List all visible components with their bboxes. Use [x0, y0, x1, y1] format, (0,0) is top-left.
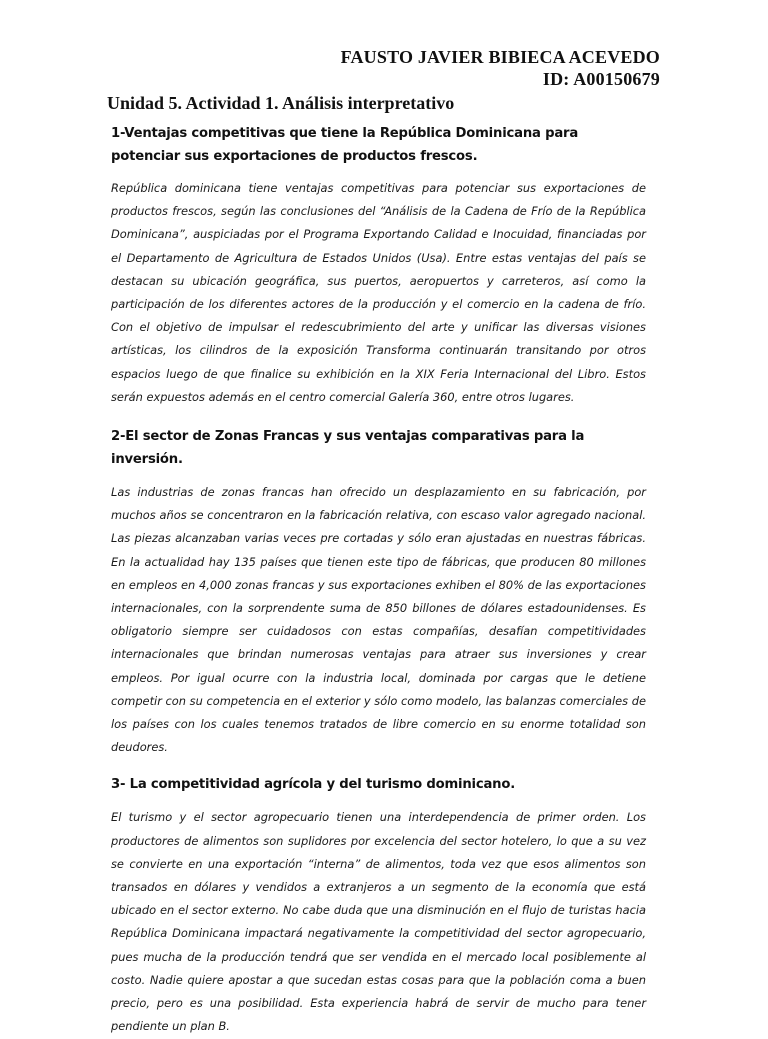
author-id: ID: A00150679 [542, 69, 660, 89]
section-paragraph: El turismo y el sector agropecuario tienen una interdependencia de primer orden. Los productores de alimentos son suplidores por excelencia del sector hotelero, lo que a su vez se convierte en una exportación “interna” de alimentos, toda vez que esos alimentos son transados en dólares y vendidos a extranjeros a un segmento de la economía que está ubicado en el sector externo. No cabe duda que una disminución en el flujo de turistas hacia República Dominicana impactará negativamente la competitividad del sector agropecuario, pues mucha de la producción tendrá que ser vendida en el mercado local posiblemente al costo. Nadie quiere apostar a que sucedan estas cosas para que la población coma a buen precio, pero es una posibilidad. Esta experiencia habrá de servir de mucho para tener pendiente un plan B. [111, 810, 646, 1034]
section-paragraph: Las industrias de zonas francas han ofrecido un desplazamiento en su fabricación, por muchos años se concentraron en la fabricación relativa, con escaso valor agregado nacional. Las piezas alcanzaban varias veces pre cortadas y sólo eran ajustadas en nuestras fábricas. En la actualidad hay 135 países que tienen este tipo de fábricas, que producen 80 millones en empleos en 4,000 zonas francas y sus exportaciones exhiben el 80% de las exportaciones internacionales, con la sorprendente suma de 850 billones de dólares estadounidenses. Es obligatorio siempre ser cuidadosos con estas compañías, desafían competitividades internacionales que brindan numerosas ventajas para atraer sus inversiones y crear empleos. Por igual ocurre con la industria local, dominada por cargas que le detiene competir con su competencia en el exterior y sólo como modelo, las balanzas comerciales de los países con los cuales tenemos tratados de libre comercio en su enorme totalidad son deudores. [111, 485, 646, 755]
section-heading: 3- La competitividad agrícola y del turismo dominicano. [111, 777, 516, 793]
author-name: FAUSTO JAVIER BIBIECA ACEVEDO [340, 47, 660, 67]
section-heading: 2-El sector de Zonas Francas y sus ventajas comparativas para la inversión. [111, 429, 585, 468]
document-title: Unidad 5. Actividad 1. Análisis interpretativo [107, 93, 455, 113]
section-3 [111, 773, 646, 1038]
author-block [341, 46, 660, 90]
section-2 [111, 425, 646, 759]
section-paragraph: República dominicana tiene ventajas competitivas para potenciar sus exportaciones de productos frescos, según las conclusiones del “Análisis de la Cadena de Frío de la República Dominicana”, auspiciadas por el Programa Exportando Calidad e Inocuidad, financiadas por el Departamento de Agricultura de Estados Unidos (Usa). Entre estas ventajas del país se destacan su ubicación geográfica, sus puertos, aeropuertos y carreteros, así como la participación de los diferentes actores de la producción y el comercio en la cadena de frío. Con el objetivo de impulsar el redescubrimiento del arte y unificar las diversas visiones artísticas, los cilindros de la exposición Transforma continuarán transitando por otros espacios luego de que finalice su exhibición en la XIX Feria Internacional del Libro. Estos serán expuestos además en el centro comercial Galería 360, entre otros lugares. [111, 181, 646, 404]
section-1 [111, 122, 646, 409]
section-heading: 1-Ventajas competitivas que tiene la República Dominicana para potenciar sus exportaciones de productos frescos. [111, 126, 579, 164]
document-content [111, 122, 646, 1039]
